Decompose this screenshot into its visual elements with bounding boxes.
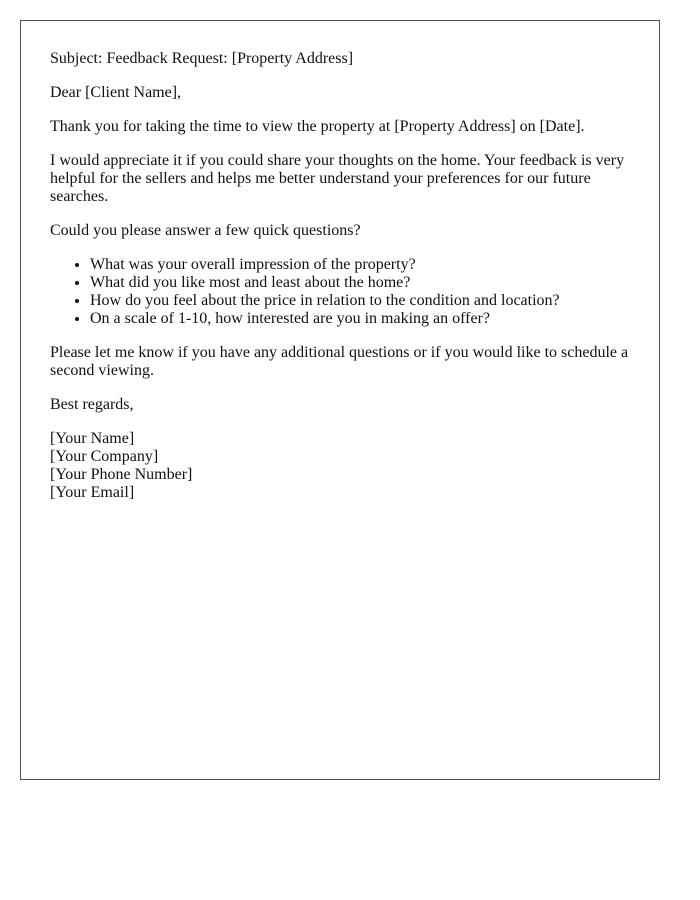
questions-intro: Could you please answer a few quick questions?	[50, 222, 361, 239]
intro-paragraph: Thank you for taking the time to view the property at [Property Address] on [Date].	[50, 118, 585, 135]
greeting: Dear [Client Name],	[50, 84, 182, 101]
list-item: • What did you like most and least about the home?	[90, 274, 631, 292]
questions-list	[50, 256, 631, 328]
signature-phone: [Your Phone Number]	[50, 466, 193, 483]
letter-frame	[20, 20, 660, 780]
signature-name: [Your Name]	[50, 430, 135, 447]
letter-body	[50, 50, 631, 518]
subject-line: Subject: Feedback Request: [Property Address]	[50, 50, 354, 67]
closing-paragraph: Please let me know if you have any additional questions or if you would like to schedule a second viewing.	[50, 344, 629, 379]
request-paragraph: I would appreciate it if you could share your thoughts on the home. Your feedback is very helpful for the sellers and helps me better understand your preferences for our future searches.	[50, 152, 625, 205]
list-item: • On a scale of 1-10, how interested are you in making an offer?	[90, 310, 631, 328]
list-item: • What was your overall impression of the property?	[90, 256, 631, 274]
sign-off: Best regards,	[50, 396, 134, 413]
signature-email: [Your Email]	[50, 484, 135, 501]
signature-block	[50, 430, 631, 502]
list-item: • How do you feel about the price in relation to the condition and location?	[90, 292, 631, 310]
signature-company: [Your Company]	[50, 448, 159, 465]
